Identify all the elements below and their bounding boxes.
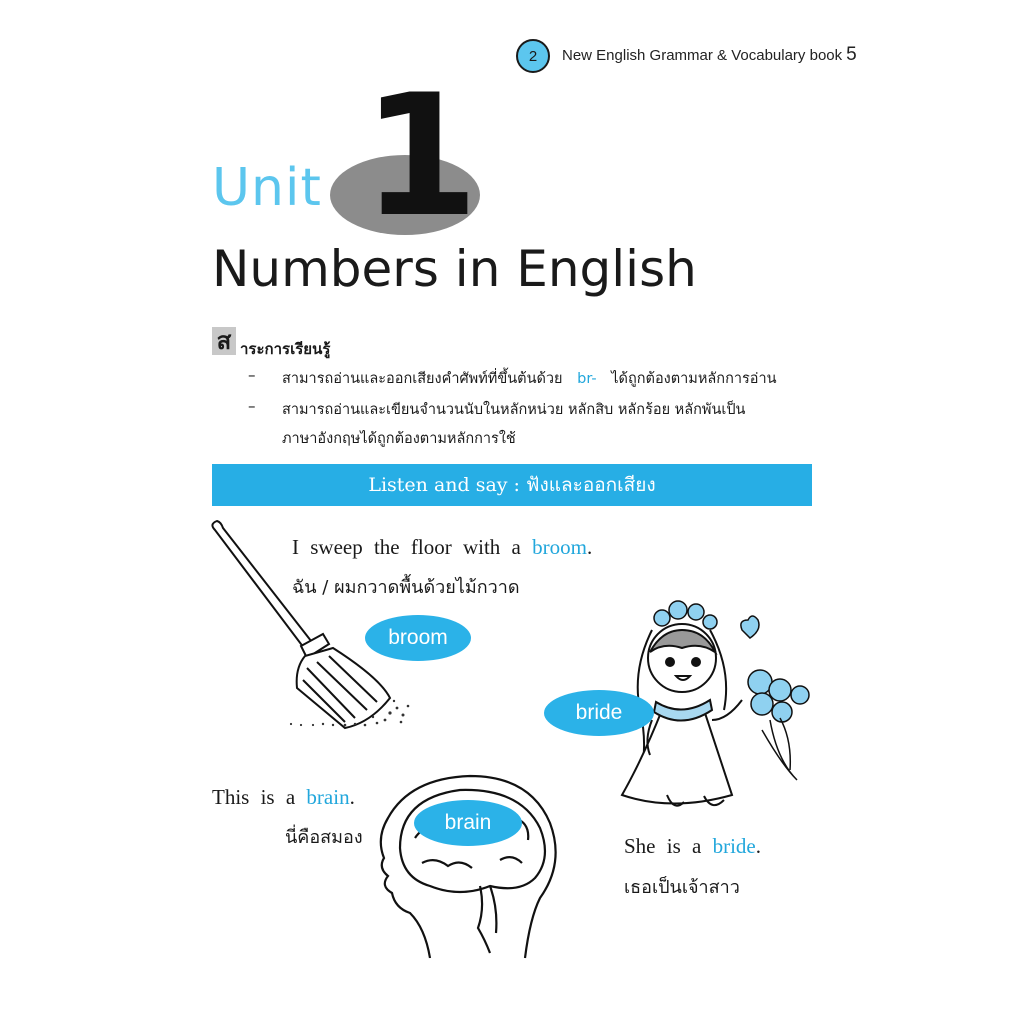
brain-word-bubble [414, 800, 522, 846]
sentence-punctuation: . [586, 535, 593, 559]
page-number-badge: 2 [516, 39, 550, 73]
bride-sentence [624, 834, 761, 859]
keyword: bride [712, 834, 756, 858]
objective-highlight: br- [577, 371, 597, 387]
sentence-punctuation: . [755, 834, 761, 858]
book-title [562, 44, 857, 66]
keyword: brain [306, 785, 350, 809]
brain-illustration [370, 768, 570, 963]
objective-item-line: สามารถอ่านและเขียนจำนวนนับในหลักหน่วย หลักสิบ หลักร้อย หลักพันเป็น [282, 402, 746, 418]
objective-text: สามารถอ่านและออกเสียงคำศัพท์ที่ขึ้นต้นด้วย [282, 371, 563, 387]
unit-label: Unit [212, 158, 322, 218]
objective-item [282, 367, 777, 390]
bride-translation: เธอเป็นเจ้าสาว [624, 877, 740, 898]
bubble-label: brain [444, 811, 492, 834]
objective-bullet: – [248, 397, 256, 415]
broom-sentence [292, 535, 592, 560]
brain-sentence [212, 785, 355, 810]
sentence-punctuation: . [349, 785, 355, 809]
broom-translation: ฉัน / ผมกวาดพื้นด้วยไม้กวาด [292, 577, 520, 598]
bubble-label: bride [575, 701, 623, 724]
book-title-text: New English Grammar & Vocabulary book [562, 47, 843, 64]
sentence-text: I sweep the floor with a [292, 535, 521, 559]
objective-text: ได้ถูกต้องตามหลักการอ่าน [611, 371, 777, 387]
sentence-text: This is a [212, 785, 296, 809]
bride-word-bubble [544, 690, 654, 736]
objective-bullet: – [248, 366, 256, 384]
section-banner [212, 464, 812, 506]
objective-item-line: ภาษาอังกฤษได้ถูกต้องตามหลักการใช้ [282, 431, 516, 447]
section-banner-label: Listen and say : ฟังและออกเสียง [368, 474, 656, 496]
objectives-initial-letter: ส [212, 327, 236, 355]
keyword: broom [532, 535, 587, 559]
objectives-heading: าระการเรียนรู้ [240, 340, 331, 358]
sentence-text: She is a [624, 834, 702, 858]
unit-number: 1 [362, 58, 479, 254]
bubble-label: broom [388, 626, 448, 649]
brain-translation: นี่คือสมอง [285, 827, 363, 848]
book-volume: 5 [846, 44, 857, 65]
broom-word-bubble [365, 615, 471, 661]
page-title: Numbers in English [212, 240, 697, 298]
